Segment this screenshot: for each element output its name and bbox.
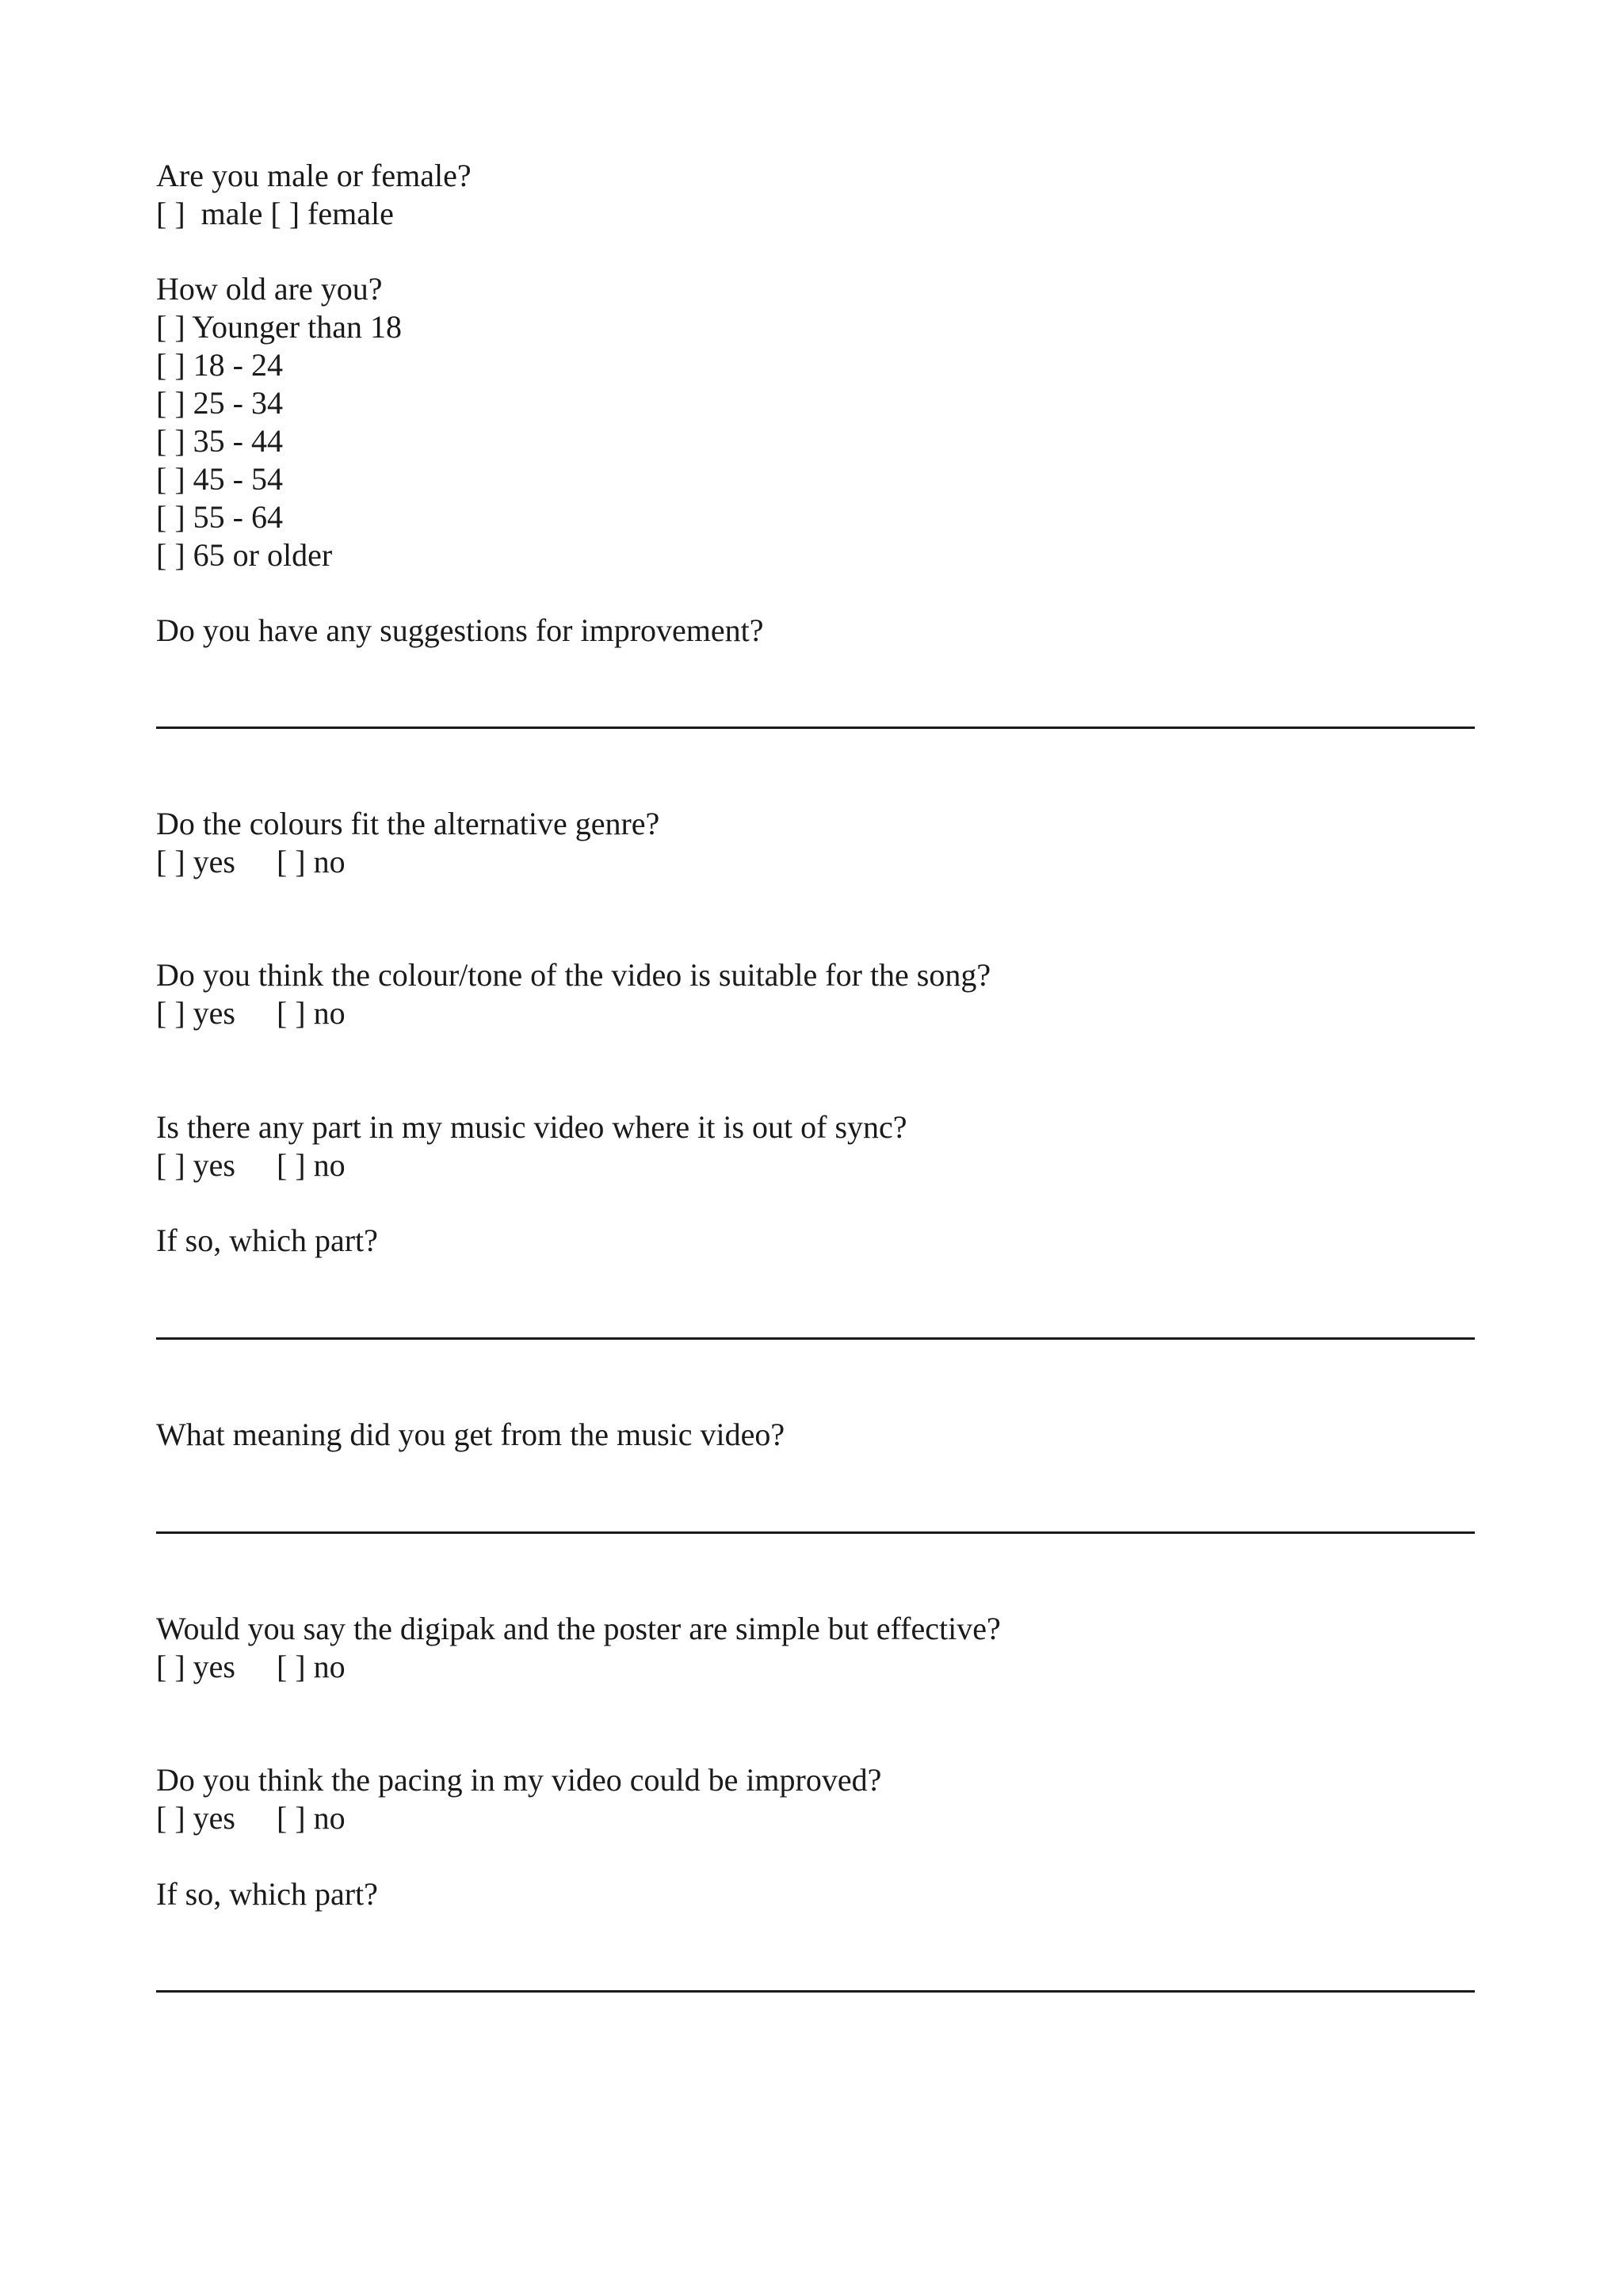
pacing-followup: If so, which part? xyxy=(156,1876,378,1912)
age-option: [ ] 25 - 34 xyxy=(156,385,283,421)
pacing-answer-line[interactable] xyxy=(156,1990,1475,1993)
tone-options xyxy=(156,994,346,1032)
yes-option[interactable]: [ ] yes xyxy=(156,1649,235,1684)
age-option: [ ] 45 - 54 xyxy=(156,461,283,497)
age-question: How old are you? xyxy=(156,271,383,307)
suggestions-question: Do you have any suggestions for improvement? xyxy=(156,612,764,648)
yes-option[interactable]: [ ] yes xyxy=(156,995,235,1031)
pacing-options xyxy=(156,1799,346,1837)
pacing-question: Do you think the pacing in my video could be improved? xyxy=(156,1762,882,1798)
gender-options: [ ] male [ ] female xyxy=(156,196,394,231)
yes-option[interactable]: [ ] yes xyxy=(156,1800,235,1836)
age-option: [ ] 35 - 44 xyxy=(156,423,283,459)
meaning-question: What meaning did you get from the music video? xyxy=(156,1417,785,1452)
age-option: [ ] 65 or older xyxy=(156,537,333,573)
yes-option[interactable]: [ ] yes xyxy=(156,844,235,879)
tone-question: Do you think the colour/tone of the video is suitable for the song? xyxy=(156,957,991,993)
gender-question: Are you male or female? xyxy=(156,158,472,193)
no-option[interactable]: [ ] no xyxy=(276,995,346,1031)
sync-answer-line[interactable] xyxy=(156,1337,1475,1340)
meaning-answer-line[interactable] xyxy=(156,1531,1475,1534)
age-option: [ ] 18 - 24 xyxy=(156,347,283,383)
digipak-question: Would you say the digipak and the poster are simple but effective? xyxy=(156,1611,1001,1646)
sync-followup: If so, which part? xyxy=(156,1222,378,1258)
age-option: [ ] Younger than 18 xyxy=(156,309,402,345)
suggestions-answer-line[interactable] xyxy=(156,727,1475,729)
no-option[interactable]: [ ] no xyxy=(276,1800,346,1836)
colours-options xyxy=(156,843,346,881)
yes-option[interactable]: [ ] yes xyxy=(156,1147,235,1183)
no-option[interactable]: [ ] no xyxy=(276,1147,346,1183)
no-option[interactable]: [ ] no xyxy=(276,1649,346,1684)
sync-question: Is there any part in my music video where it is out of sync? xyxy=(156,1109,907,1145)
no-option[interactable]: [ ] no xyxy=(276,844,346,879)
digipak-options xyxy=(156,1648,346,1686)
sync-options xyxy=(156,1146,346,1184)
colours-question: Do the colours fit the alternative genre? xyxy=(156,806,660,841)
age-option: [ ] 55 - 64 xyxy=(156,499,283,535)
